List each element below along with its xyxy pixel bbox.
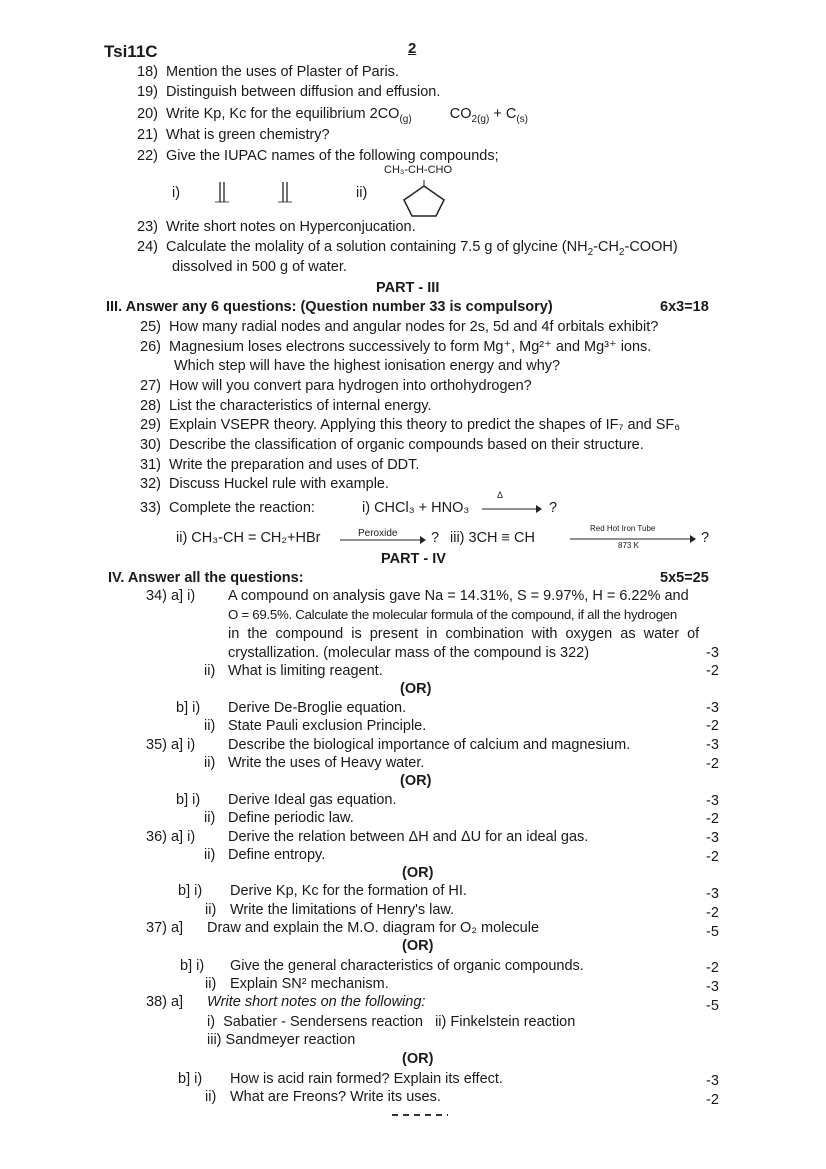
question-32: 32) Discuss Huckel rule with example. — [140, 476, 390, 492]
q36b-ii-label: ii) — [205, 902, 217, 918]
question-30: 30) Describe the classification of organic compounds based on their structure. — [140, 437, 644, 453]
q37b-i-label: b] i) — [180, 958, 205, 974]
q37b-i-mark: -2 — [706, 960, 719, 976]
q34b-i-label: b] i) — [176, 700, 201, 716]
q35a-ii-mark: -2 — [706, 756, 719, 772]
or-label-37: (OR) — [402, 938, 434, 954]
q36a-i-text: Derive the relation between ΔH and ΔU for an ideal gas. — [228, 829, 589, 845]
reaction-iii-condition-bottom: 873 K — [618, 541, 639, 550]
compound-i-label: i) — [172, 185, 181, 201]
q35a-ii-text: Write the uses of Heavy water. — [228, 755, 425, 771]
question-24-cont: dissolved in 500 g of water. — [172, 259, 347, 275]
q37b-ii-mark: -3 — [706, 979, 719, 995]
q36a-ii-label: ii) — [204, 847, 216, 863]
q36a-ii-text: Define entropy. — [228, 847, 326, 863]
q38a-mark: -5 — [706, 998, 719, 1014]
question-21: 21) What is green chemistry? — [137, 127, 330, 143]
q34b-ii-text: State Pauli exclusion Principle. — [228, 718, 427, 734]
q35a-i-text: Describe the biological importance of calcium and magnesium. — [228, 737, 631, 753]
q34a-ii-text: What is limiting reagent. — [228, 663, 383, 679]
or-label-38: (OR) — [402, 1051, 434, 1067]
q34b-i-mark: -3 — [706, 700, 719, 716]
question-22: 22) Give the IUPAC names of the following compounds; — [137, 148, 499, 164]
q36b-ii-text: Write the limitations of Henry's law. — [230, 902, 455, 918]
part-4-instruction: IV. Answer all the questions: — [108, 570, 304, 586]
reaction-ii-arrow — [340, 534, 426, 546]
question-20: 20) Write Kp, Kc for the equilibrium $2CO_{(g)}$ $CO_{2(g)} + C_{(s)}$ — [137, 106, 528, 125]
q35b-i-label: b] i) — [176, 792, 201, 808]
reaction-iii-condition-top: Red Hot Iron Tube — [590, 524, 656, 533]
reaction-ii: ii) CH₃-CH = CH₂+HBr — [176, 530, 321, 546]
q38a-label: 38) a] — [146, 994, 184, 1010]
q37a-text: Draw and explain the M.O. diagram for O₂ molecule — [207, 920, 540, 936]
q37b-ii-text: Explain SN² mechanism. — [230, 976, 389, 992]
paper-code: Tsi11C — [104, 42, 158, 61]
question-25: 25) How many radial nodes and angular nodes for 2s, 5d and 4f orbitals exhibit? — [140, 319, 659, 335]
q35b-i-text: Derive Ideal gas equation. — [228, 792, 397, 808]
part-4-marks: 5x5=25 — [660, 570, 709, 586]
q38b-i-label: b] i) — [178, 1071, 203, 1087]
question-26: 26) Magnesium loses electrons successively to form Mg⁺, Mg²⁺ and Mg³⁺ ions. — [140, 339, 652, 355]
q36b-i-label: b] i) — [178, 883, 203, 899]
question-28: 28) List the characteristics of internal energy. — [140, 398, 432, 414]
reaction-iii: iii) 3CH ≡ CH — [450, 530, 535, 546]
q35a-ii-label: ii) — [204, 755, 216, 771]
reaction-i-arrow — [482, 503, 542, 515]
q35b-ii-mark: -2 — [706, 811, 719, 827]
question-18: 18) Mention the uses of Plaster of Paris. — [137, 64, 399, 80]
part-3-title: PART - III — [376, 280, 440, 296]
reaction-ii-condition: Peroxide — [358, 528, 398, 539]
question-27: 27) How will you convert para hydrogen into orthohydrogen? — [140, 378, 532, 394]
q35a-i-mark: -3 — [706, 737, 719, 753]
q38b-i-mark: -3 — [706, 1073, 719, 1089]
q36a-i-label: 36) a] i) — [146, 829, 196, 845]
q36b-i-mark: -3 — [706, 886, 719, 902]
q34a-mark: -3 — [706, 645, 719, 661]
q34b-ii-label: ii) — [204, 718, 216, 734]
q34a-ii-label: ii) — [204, 663, 216, 679]
q36a-ii-mark: -2 — [706, 849, 719, 865]
question-26-cont: Which step will have the highest ionisation energy and why? — [174, 358, 561, 374]
q35a-i-label: 35) a] i) — [146, 737, 196, 753]
reaction-iii-product: ? — [701, 530, 710, 546]
q36b-i-text: Derive Kp, Kc for the formation of HI. — [230, 883, 467, 899]
question-23: 23) Write short notes on Hyperconjucation. — [137, 219, 416, 235]
q34a-label: 34) a] i) — [146, 588, 196, 604]
part-3-instruction: III. Answer any 6 questions: (Question number 33 is compulsory) — [106, 299, 553, 315]
question-19: 19) Distinguish between diffusion and effusion. — [137, 84, 441, 100]
part-4-title: PART - IV — [381, 551, 446, 567]
end-dashes — [392, 1112, 448, 1118]
q38b-ii-mark: -2 — [706, 1092, 719, 1108]
or-label-35: (OR) — [400, 773, 432, 789]
compound-ii-label: ii) — [356, 185, 368, 201]
q35b-ii-label: ii) — [204, 810, 216, 826]
q38b-ii-label: ii) — [205, 1089, 217, 1105]
q38b-ii-text: What are Freons? Write its uses. — [230, 1089, 441, 1105]
q35b-ii-text: Define periodic law. — [228, 810, 354, 826]
q35b-i-mark: -3 — [706, 793, 719, 809]
compound-ii-formula: CH₃-CH-CHO — [384, 164, 453, 176]
q34a-text-2: O = 69.5%. Calculate the molecular formula of the compound, if all the hydrogen — [228, 607, 677, 622]
q34b-ii-mark: -2 — [706, 718, 719, 734]
q36b-ii-mark: -2 — [706, 905, 719, 921]
reaction-ii-product: ? — [431, 530, 440, 546]
q37b-ii-label: ii) — [205, 976, 217, 992]
q34a-text: A compound on analysis gave Na = 14.31%, S = 9.97%, H = 6.22% and — [228, 588, 689, 604]
question-24: 24) Calculate the molality of a solution containing 7.5 g of glycine $(NH_2-CH_2-COOH)$ — [137, 239, 678, 258]
q34a-text-4: crystallization. (molecular mass of the compound is 322) — [228, 645, 590, 661]
q37a-label: 37) a] — [146, 920, 184, 936]
q38a-text-3: iii) Sandmeyer reaction — [207, 1032, 356, 1048]
question-33: 33) Complete the reaction: — [140, 500, 315, 516]
q34a-ii-mark: -2 — [706, 663, 719, 679]
q34a-text-3: in the compound is present in combination with oxygen as water of — [228, 626, 700, 642]
or-label-34: (OR) — [400, 681, 432, 697]
reaction-i-product: ? — [549, 500, 558, 516]
question-29: 29) Explain VSEPR theory. Applying this theory to predict the shapes of IF₇ and SF₆ — [140, 417, 681, 433]
q34b-i-text: Derive De-Broglie equation. — [228, 700, 407, 716]
page-number: 2 — [408, 40, 417, 57]
cyclopentane-icon — [398, 178, 450, 218]
q37b-i-text: Give the general characteristics of organic compounds. — [230, 958, 584, 974]
reaction-i-condition: Δ — [497, 490, 504, 500]
q38a-text-2: i) Sabatier - Sendersens reaction ii) Finkelstein reaction — [207, 1014, 576, 1030]
q38b-i-text: How is acid rain formed? Explain its effect. — [230, 1071, 503, 1087]
question-31: 31) Write the preparation and uses of DDT. — [140, 457, 420, 473]
q36a-i-mark: -3 — [706, 830, 719, 846]
q37a-mark: -5 — [706, 924, 719, 940]
q38a-text: Write short notes on the following: — [207, 994, 426, 1010]
reaction-i: i) CHCl₃ + HNO₃ — [362, 500, 470, 516]
compound-i-structure — [205, 172, 315, 214]
or-label-36: (OR) — [402, 865, 434, 881]
part-3-marks: 6x3=18 — [660, 299, 709, 315]
